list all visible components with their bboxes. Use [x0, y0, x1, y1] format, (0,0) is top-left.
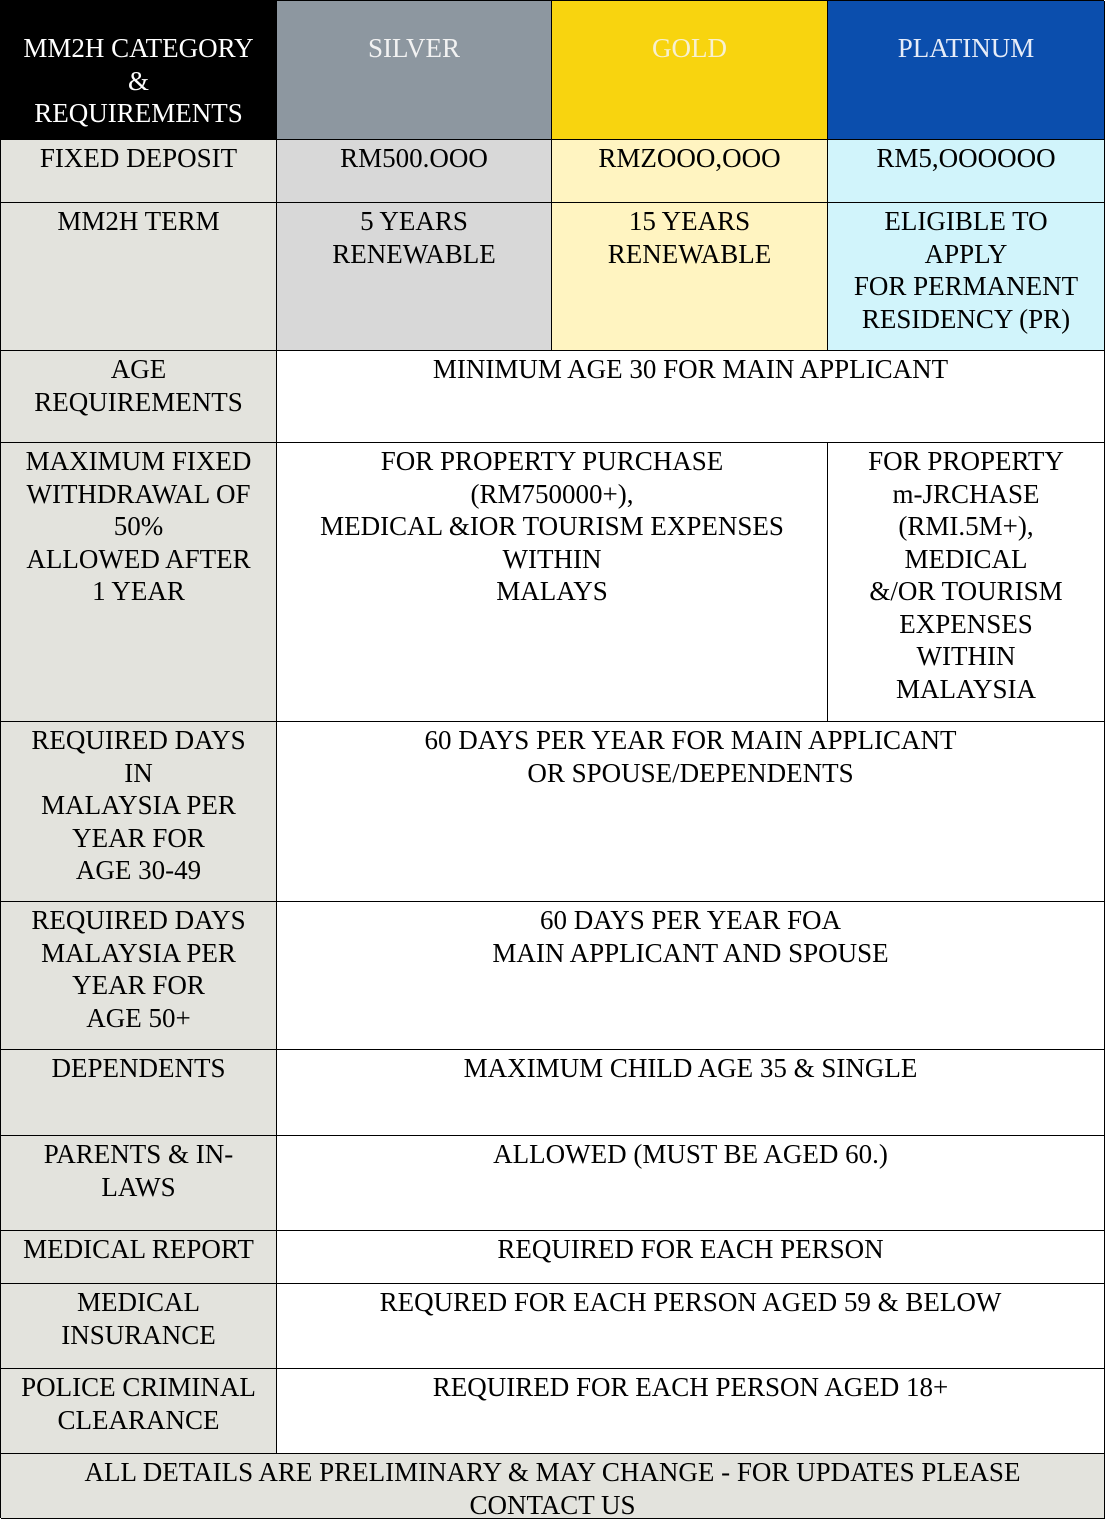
medical-report-value: REQUIRED FOR EACH PERSON: [277, 1231, 1105, 1284]
parents-value: ALLOWED (MUST BE AGED 60.): [277, 1136, 1105, 1231]
term-platinum: ELIGIBLE TO APPLY FOR PERMANENT RESIDENCY (PR): [828, 203, 1105, 351]
row-label-withdrawal: MAXIMUM FIXED WITHDRAWAL OF 50% ALLOWED AFTER 1 YEAR: [1, 443, 277, 722]
medical-insurance-value: REQURED FOR EACH PERSON AGED 59 & BELOW: [277, 1284, 1105, 1369]
header-platinum: PLATINUM: [828, 1, 1105, 140]
row-label-days-30-49: REQUIRED DAYS IN MALAYSIA PER YEAR FOR AGE 30-49: [1, 722, 277, 902]
age-value: MINIMUM AGE 30 FOR MAIN APPLICANT: [277, 351, 1105, 443]
term-gold: 15 YEARS RENEWABLE: [552, 203, 828, 351]
header-gold: GOLD: [552, 1, 828, 140]
row-label-medical-insurance: MEDICAL INSURANCE: [1, 1284, 277, 1369]
row-label-medical-report: MEDICAL REPORT: [1, 1231, 277, 1284]
row-label-days-50: REQUIRED DAYS MALAYSIA PER YEAR FOR AGE 50+: [1, 902, 277, 1050]
days-50-value: 60 DAYS PER YEAR FOA MAIN APPLICANT AND SPOUSE: [277, 902, 1105, 1050]
withdrawal-platinum: FOR PROPERTY m-JRCHASE (RMI.5M+), MEDICAL &/OR TOURISM EXPENSES WITHIN MALAYSIA: [828, 443, 1105, 722]
dependents-value: MAXIMUM CHILD AGE 35 & SINGLE: [277, 1050, 1105, 1136]
fixed-deposit-silver: RM500.OOO: [277, 140, 552, 203]
footer-note: ALL DETAILS ARE PRELIMINARY & MAY CHANGE - FOR UPDATES PLEASE CONTACT US: [1, 1454, 1105, 1519]
police-value: REQUIRED FOR EACH PERSON AGED 18+: [277, 1369, 1105, 1454]
header-silver: SILVER: [277, 1, 552, 140]
row-label-dependents: DEPENDENTS: [1, 1050, 277, 1136]
fixed-deposit-platinum: RM5,OOOOOO: [828, 140, 1105, 203]
row-label-police: POLICE CRIMINAL CLEARANCE: [1, 1369, 277, 1454]
header-category: MM2H CATEGORY & REQUIREMENTS: [1, 1, 277, 140]
row-label-term: MM2H TERM: [1, 203, 277, 351]
withdrawal-silver-gold: FOR PROPERTY PURCHASE (RM750000+), MEDICAL &IOR TOURISM EXPENSES WITHIN MALAYS: [277, 443, 828, 722]
row-label-parents: PARENTS & IN- LAWS: [1, 1136, 277, 1231]
row-label-age: AGE REQUIREMENTS: [1, 351, 277, 443]
term-silver: 5 YEARS RENEWABLE: [277, 203, 552, 351]
fixed-deposit-gold: RMZOOO,OOO: [552, 140, 828, 203]
days-30-49-value: 60 DAYS PER YEAR FOR MAIN APPLICANT OR SPOUSE/DEPENDENTS: [277, 722, 1105, 902]
row-label-fixed-deposit: FIXED DEPOSIT: [1, 140, 277, 203]
